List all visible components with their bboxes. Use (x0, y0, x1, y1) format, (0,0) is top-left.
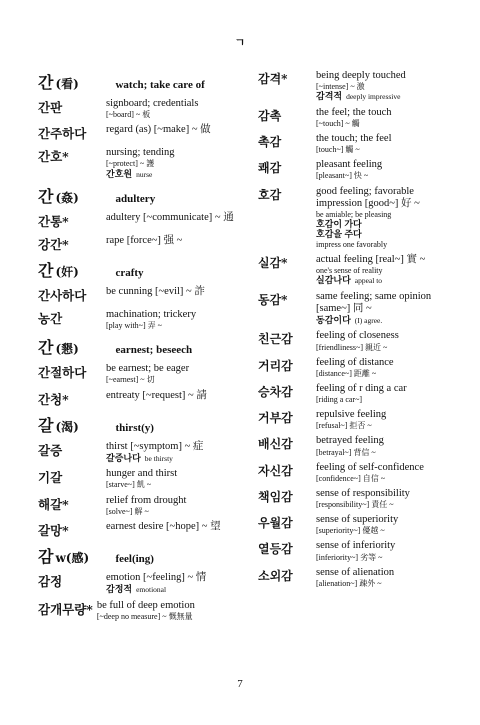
definition-text: hunger and thirst (106, 468, 178, 480)
definition-text: signboard; credentials (106, 98, 199, 109)
etymology-note: [~board] ~ 板 (106, 110, 151, 120)
definition-text: being deeply touched (316, 70, 406, 81)
example-korean: 감격적 (316, 91, 343, 102)
dictionary-entry (38, 363, 243, 384)
dictionary-entry (258, 383, 458, 404)
entry-definition (106, 98, 198, 119)
dictionary-entry (38, 600, 243, 621)
definition-text: the touch; the feel (316, 133, 392, 145)
root-hanja: (奸) (55, 265, 79, 280)
dictionary-entry (258, 357, 458, 378)
entry-definition (106, 286, 205, 298)
root-hanja: (姦) (55, 191, 79, 206)
root-term: 간 (38, 261, 54, 281)
entry-definition (106, 235, 182, 247)
example-phrase (106, 453, 203, 464)
definition-text: entreaty [~request] ~ 請 (106, 389, 207, 401)
root-gloss: watch; take care of (115, 79, 205, 91)
dictionary-entry (258, 409, 458, 430)
dictionary-entry (258, 107, 458, 128)
entry-word: 감격* (258, 72, 288, 86)
root-heading (38, 335, 243, 358)
entry-word: 간호* (38, 149, 69, 165)
dictionary-entry (38, 495, 243, 516)
definition-text: nursing; tending (106, 147, 175, 159)
root-heading (38, 258, 243, 281)
example-phrase (106, 584, 206, 595)
example-phrase (106, 169, 175, 180)
entry-word: 쾌감 (258, 161, 282, 176)
entry-definition (316, 133, 392, 154)
root-gloss: earnest; beseech (115, 344, 193, 357)
dictionary-entry (258, 330, 458, 351)
dictionary-entry (38, 147, 243, 179)
root-gloss: crafty (115, 267, 144, 280)
dictionary-entry (258, 254, 458, 286)
entry-definition (316, 462, 424, 483)
etymology-note: [pleasant~] 快 ~ (316, 171, 369, 181)
example-korean: 실감나다 (316, 275, 351, 286)
example-korean: 갈증나다 (106, 452, 141, 463)
definition-text: sense of inferiority (316, 540, 396, 552)
example-gloss: emotional (136, 584, 167, 594)
entry-definition (106, 468, 177, 489)
entry-word: 자신감 (258, 463, 293, 478)
entry-definition (106, 390, 207, 402)
root-hanja: (渴) (55, 419, 79, 434)
dictionary-entry (38, 124, 243, 142)
entry-word: 소외감 (258, 568, 293, 583)
entry-word: 감촉 (258, 108, 282, 123)
etymology-note: [responsibility~] 責任 ~ (316, 500, 394, 509)
definition-text: sense of alienation (316, 566, 395, 578)
root-term: 간 (38, 187, 54, 207)
entry-word: 거리감 (258, 358, 293, 373)
root-gloss: thirst(y) (115, 421, 154, 434)
dictionary-entry (38, 309, 243, 330)
example-gloss: (I) agree. (354, 315, 383, 325)
entry-word: 승차감 (258, 384, 293, 399)
etymology-note: [play with~] 弄 ~ (106, 321, 162, 331)
root-gloss: feel(ing) (115, 552, 154, 565)
definition-text: feeling of r ding a car (316, 382, 407, 394)
entry-word: 우월감 (258, 516, 293, 531)
entry-definition (316, 357, 394, 378)
root-heading (38, 70, 243, 93)
etymology-note: [inferiority~] 劣等 ~ (316, 552, 383, 562)
etymology-note: [~touch] ~ 觸 (316, 118, 360, 128)
entry-word: 감정 (38, 573, 63, 589)
dictionary-entry (258, 70, 458, 102)
etymology-note: [distance~] 距離 ~ (316, 368, 377, 378)
entry-definition (316, 159, 382, 180)
definition-text: betrayed feeling (316, 435, 384, 447)
entry-definition (106, 441, 203, 464)
entry-definition (316, 409, 386, 430)
entry-definition (316, 330, 399, 351)
entry-word: 간주하다 (38, 126, 87, 142)
entry-definition (316, 514, 398, 535)
example-korean: 간호원 (106, 168, 133, 179)
example-korean: 호감이 가다 (316, 218, 362, 229)
entry-definition (97, 600, 195, 621)
entry-word: 실감* (258, 255, 288, 270)
root-gloss: adultery (115, 193, 156, 206)
dictionary-entry (258, 540, 458, 561)
dictionary-entry (38, 212, 243, 230)
example-gloss: deeply impressive (346, 92, 401, 102)
dictionary-entry (258, 435, 458, 456)
definition-text: good feeling; favorable impression [good~] 好 ~ (316, 185, 420, 209)
example-phrase (316, 219, 458, 229)
root-hanja: w(感) (55, 550, 90, 565)
definition-text: thirst [~symptom] ~ 症 (106, 440, 204, 452)
etymology-note: [starve~] 飢 ~ (106, 480, 152, 490)
root-term: 감 (38, 546, 54, 566)
definition-text: repulsive feeling (316, 409, 387, 421)
dictionary-entry (258, 291, 458, 326)
etymology-note: [solve~] 解 ~ (106, 506, 149, 516)
definition-text: sense of superiority (316, 514, 399, 526)
example-phrase (316, 275, 425, 286)
entry-definition (316, 383, 407, 404)
dictionary-entry (38, 390, 243, 408)
entry-definition (316, 291, 458, 326)
definition-text: adultery [~communicate] ~ 通 (106, 212, 234, 224)
root-term: 간 (38, 73, 54, 92)
entry-definition (106, 572, 206, 595)
entry-word: 촉감 (258, 135, 282, 150)
entry-word: 갈망* (38, 522, 69, 538)
entry-word: 간사하다 (38, 288, 87, 304)
entry-word: 농간 (38, 311, 63, 327)
etymology-note: [~intense] ~ 激 (316, 82, 365, 92)
entry-word: 동감* (258, 292, 288, 307)
definition-text: actual feeling [real~] 實 ~ (316, 253, 426, 265)
example-korean: 감정적 (106, 583, 133, 594)
entry-definition (316, 107, 392, 128)
etymology-note: [~deep no measure] ~ 慨無量 (96, 611, 193, 621)
entry-definition (106, 521, 221, 533)
etymology-note: [confidence~] 自信 ~ (316, 473, 386, 483)
entry-word: 간절하다 (38, 365, 87, 381)
dictionary-entry (258, 133, 458, 154)
example-gloss: nurse (136, 169, 153, 179)
entry-word: 친근감 (258, 332, 293, 347)
example-phrase (316, 91, 406, 102)
entry-definition (316, 435, 384, 456)
page-header: ㄱ (234, 36, 246, 49)
entry-word: 열등감 (258, 542, 293, 557)
etymology-note: [touch~] 觸 ~ (316, 145, 360, 155)
dictionary-entry (38, 468, 243, 489)
etymology-note: [superiority~] 優越 ~ (316, 526, 385, 536)
definition-text: feeling of closeness (316, 330, 399, 342)
definition-text: be earnest; be eager (106, 363, 190, 375)
etymology-note: [betrayal~] 背信 ~ (316, 447, 376, 457)
entry-definition (316, 186, 458, 249)
entry-definition (106, 309, 196, 330)
definition-text: the feel; the touch (316, 106, 392, 118)
entry-definition (316, 70, 406, 102)
dictionary-entry (258, 159, 458, 180)
etymology-note: [~earnest] ~ 切 (106, 375, 155, 385)
dictionary-entry (38, 235, 243, 253)
definition-text: feeling of distance (316, 356, 394, 368)
left-column (38, 70, 243, 626)
example-korean: 동감이다 (316, 314, 351, 325)
root-heading (38, 544, 243, 567)
entry-word: 감개무량* (38, 601, 93, 617)
example-gloss: appeal to (354, 276, 383, 286)
entry-definition (106, 124, 211, 136)
example-phrase (316, 315, 458, 326)
right-column (258, 70, 458, 593)
example-gloss: be thirsty (144, 453, 173, 463)
entry-word: 간청* (38, 391, 69, 407)
root-term: 간 (38, 338, 54, 358)
entry-word: 기갈 (38, 470, 63, 486)
entry-definition (106, 495, 186, 516)
dictionary-entry (38, 572, 243, 595)
root-hanja: (看) (55, 77, 79, 91)
definition-text: feeling of self-confidence (316, 461, 424, 473)
entry-word: 간통* (38, 214, 69, 230)
definition-text: regard (as) [~make] ~ 做 (106, 124, 211, 136)
example-phrase-2: 호감을 주다 (316, 229, 362, 240)
entry-word: 책임감 (258, 489, 293, 504)
entry-word: 강간* (38, 237, 69, 253)
dictionary-entry (38, 286, 243, 304)
definition-text: machination; trickery (106, 309, 197, 321)
definition-text: be cunning [~evil] ~ 詐 (106, 286, 205, 298)
entry-word: 배신감 (258, 437, 293, 452)
etymology-note: [alienation~] 疎外 ~ (316, 578, 382, 588)
etymology-note: be amiable; be pleasing (316, 209, 392, 219)
entry-definition (106, 147, 175, 179)
definition-text: earnest desire [~hope] ~ 望 (106, 520, 221, 532)
entry-word: 갈증 (38, 442, 63, 458)
dictionary-entry (258, 488, 458, 509)
definition-text: rape [force~] 强 ~ (106, 235, 183, 247)
etymology-note: [refusal~] 拒否 ~ (316, 421, 372, 431)
dictionary-entry (38, 521, 243, 539)
entry-definition (316, 567, 394, 588)
entry-definition (106, 363, 189, 384)
root-heading (38, 413, 243, 436)
definition-text: same feeling; same opinion [same~] 同 ~ (316, 290, 432, 314)
etymology-note: [~protect] ~ 護 (106, 159, 155, 169)
entry-definition (316, 254, 425, 286)
definition-text: pleasant feeling (316, 159, 383, 171)
entry-word: 간판 (38, 100, 63, 115)
entry-definition (316, 540, 395, 561)
root-hanja: (懇) (55, 342, 79, 357)
dictionary-entry (258, 514, 458, 535)
example-gloss-2: impress one favorably (316, 239, 388, 249)
entry-word: 거부감 (258, 411, 293, 426)
etymology-note: [friendliness~] 親近 ~ (316, 342, 388, 352)
dictionary-entry (38, 441, 243, 464)
dictionary-entry (258, 462, 458, 483)
entry-definition (316, 488, 410, 509)
etymology-note: one's sense of reality (316, 265, 383, 275)
definition-text: sense of responsibility (316, 487, 410, 499)
etymology-note: [riding a car~] (316, 395, 363, 404)
dictionary-entry (38, 98, 243, 119)
definition-text: emotion [~feeling] ~ 情 (106, 571, 207, 583)
root-term: 갈 (38, 415, 54, 435)
definition-text: be full of deep emotion (96, 599, 195, 611)
dictionary-entry (258, 186, 458, 249)
entry-word: 호감 (258, 187, 282, 202)
page-number: 7 (237, 678, 243, 690)
root-heading (38, 184, 243, 207)
entry-word: 해갈* (38, 496, 69, 512)
definition-text: relief from drought (106, 494, 187, 506)
entry-definition (106, 212, 234, 224)
dictionary-entry (258, 567, 458, 588)
